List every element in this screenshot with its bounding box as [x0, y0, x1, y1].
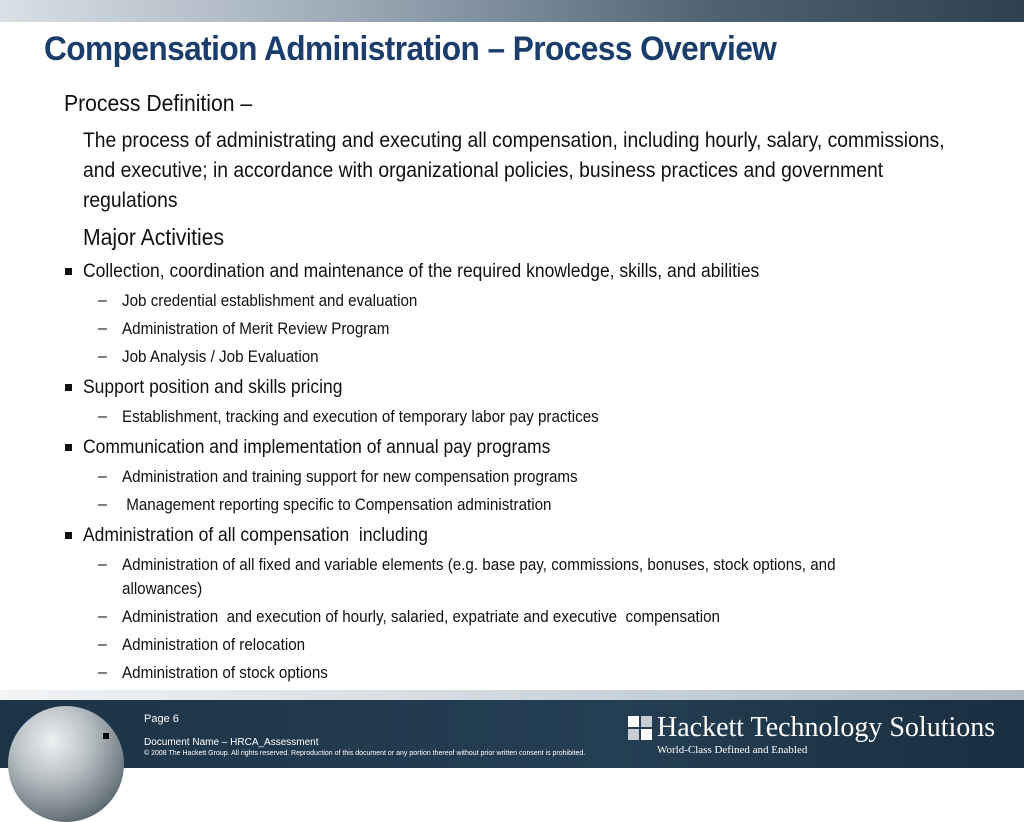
activity-subitem: Establishment, tracking and execution of temporary labor pay practices	[122, 408, 599, 426]
dash-icon: –	[98, 496, 107, 513]
dash-icon: –	[98, 556, 107, 573]
document-name: Document Name – HRCA_Assessment	[144, 737, 319, 748]
dash-icon: –	[98, 636, 107, 653]
activity-subitem: Job credential establishment and evaluation	[122, 292, 418, 310]
page-number: Page 6	[144, 713, 179, 725]
dash-icon: –	[98, 320, 107, 337]
globe-icon	[8, 706, 124, 822]
bullet-icon	[103, 733, 109, 739]
activity-subitem: Administration of Merit Review Program	[122, 320, 390, 338]
activity-item: Support position and skills pricing	[83, 377, 343, 398]
activity-item: Communication and implementation of annual pay programs	[83, 437, 551, 458]
dash-icon: –	[98, 348, 107, 365]
activity-item: Collection, coordination and maintenance of the required knowledge, skills, and abilities	[83, 261, 760, 282]
activity-subitem: Administration of relocation	[122, 636, 306, 654]
activity-subitem: Job Analysis / Job Evaluation	[122, 348, 319, 366]
header-band	[0, 0, 1024, 22]
activity-subitem: Administration and execution of hourly, salaried, expatriate and executive compensation	[122, 608, 720, 626]
dash-icon: –	[98, 468, 107, 485]
footer-divider	[0, 690, 1024, 700]
logo-icon	[628, 716, 652, 740]
activity-subitem: Management reporting specific to Compensation administration	[122, 496, 552, 514]
brand-tagline: World-Class Defined and Enabled	[657, 744, 808, 756]
dash-icon: –	[98, 408, 107, 425]
process-definition-heading: Process Definition –	[64, 90, 253, 116]
activity-subitem-continuation: allowances)	[122, 580, 203, 598]
process-definition-text: The process of administrating and executing all compensation, including hourly, salary, commissions, and executive; in accordance with organizational policies, business practices and government regulations	[83, 129, 945, 212]
major-activities-heading: Major Activities	[83, 224, 225, 250]
brand-name: Hackett Technology Solutions	[657, 712, 996, 743]
bullet-icon	[65, 444, 72, 451]
activity-subitem: Administration of all fixed and variable elements (e.g. base pay, commissions, bonuses, stock options, and	[122, 556, 836, 574]
dash-icon: –	[98, 608, 107, 625]
bullet-icon	[65, 532, 72, 539]
bullet-icon	[65, 268, 72, 275]
activity-subitem: Administration and training support for new compensation programs	[122, 468, 578, 486]
copyright-notice: © 2008 The Hackett Group. All rights reserved. Reproduction of this document or any portion thereof without prior written consent is prohibited.	[144, 750, 586, 757]
dash-icon: –	[98, 292, 107, 309]
slide-title: Compensation Administration – Process Overview	[44, 30, 777, 68]
activity-item: Administration of all compensation including	[83, 525, 428, 546]
bullet-icon	[65, 384, 72, 391]
dash-icon: –	[98, 664, 107, 681]
activity-subitem: Administration of stock options	[122, 664, 328, 682]
